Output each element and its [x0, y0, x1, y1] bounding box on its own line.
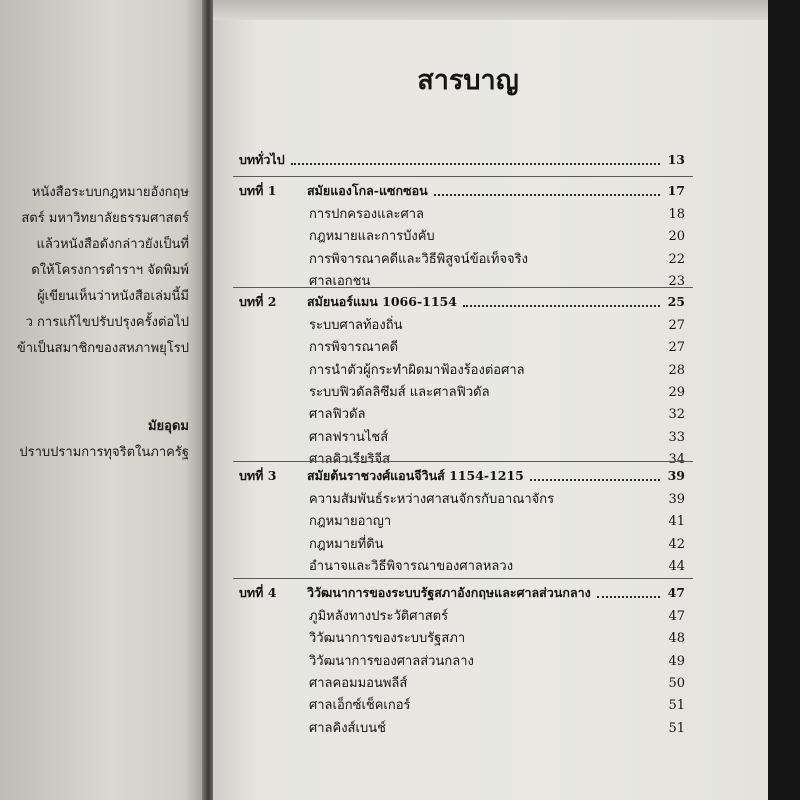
- section-title: วิวัฒนาการของระบบรัฐสภา: [309, 631, 466, 646]
- dot-leader: [530, 479, 660, 481]
- chapter-title: สมัยนอร์แมน 1066-1154: [307, 294, 457, 309]
- chapter-page-number: 47: [667, 585, 685, 600]
- section-page-number: 44: [668, 559, 685, 574]
- section-title: ศาลเอกชน: [309, 274, 371, 289]
- section-title: วิวัฒนาการของศาลส่วนกลาง: [309, 654, 474, 669]
- dot-leader: [463, 305, 660, 307]
- left-page-line: ปราบปรามการทุจริตในภาครัฐ: [19, 445, 189, 460]
- section-page-number: 49: [668, 654, 685, 669]
- left-page-line: สตร์ มหาวิทยาลัยธรรมศาสตร์: [21, 211, 189, 226]
- section-page-number: 27: [668, 340, 685, 355]
- toc-chapter-row: [239, 181, 685, 201]
- dot-leader: [434, 194, 660, 196]
- chapter-page-number: 17: [667, 183, 685, 198]
- toc-section-row: [309, 338, 685, 358]
- chapter-label: บทที่ 2: [239, 294, 277, 309]
- section-page-number: 42: [668, 537, 685, 552]
- chapter-divider: [233, 461, 693, 462]
- chapter-divider: [233, 176, 693, 177]
- section-page-number: 50: [668, 676, 685, 691]
- section-page-number: 39: [668, 492, 685, 507]
- section-page-number: 51: [668, 721, 685, 736]
- toc-section-row: [309, 674, 685, 694]
- left-page-line: แล้วหนังสือดังกล่าวยังเป็นที่: [36, 237, 189, 252]
- left-page-line: ผู้เขียนเห็นว่าหนังสือเล่มนี้มี: [37, 289, 189, 304]
- section-title: ศาลคิวเรียริจีส: [309, 452, 391, 467]
- toc-section-row: [309, 652, 685, 672]
- page-title: สารบาญ: [417, 65, 519, 96]
- chapter-page-number: 39: [667, 468, 685, 483]
- toc-section-row: [309, 405, 685, 425]
- toc-chapter-row: [239, 292, 685, 312]
- section-page-number: 48: [668, 631, 685, 646]
- chapter-label: บทที่ 4: [239, 585, 277, 600]
- section-title: อำนาจและวิธีพิจารณาของศาลหลวง: [309, 559, 514, 574]
- chapter-page-number: 25: [667, 294, 685, 309]
- right-page: [213, 0, 768, 800]
- toc-section-row: [309, 227, 685, 247]
- toc-section-row: [309, 719, 685, 739]
- section-title: ศาลฟิวดัล: [309, 407, 366, 422]
- section-title: การนำตัวผู้กระทำผิดมาฟ้องร้องต่อศาล: [309, 363, 525, 378]
- toc-section-row: [309, 490, 685, 510]
- toc-section-row: [309, 205, 685, 225]
- section-page-number: 51: [668, 698, 685, 713]
- section-title: กฎหมายและการบังคับ: [309, 229, 435, 244]
- toc-section-row: [309, 557, 685, 577]
- left-page: [0, 0, 205, 800]
- toc-section-row: [309, 629, 685, 649]
- toc-chapter-row: [239, 466, 685, 486]
- section-page-number: 22: [668, 252, 685, 267]
- toc-chapter-row: [239, 150, 685, 170]
- dot-leader: [597, 596, 660, 598]
- section-title: การปกครองและศาล: [309, 207, 424, 222]
- chapter-label: บทที่ 1: [239, 183, 277, 198]
- toc-section-row: [309, 696, 685, 716]
- section-page-number: 28: [668, 363, 685, 378]
- section-title: ภูมิหลังทางประวัติศาสตร์: [309, 609, 449, 624]
- chapter-title: สมัยแองโกล-แซกซอน: [307, 183, 428, 198]
- section-page-number: 29: [668, 385, 685, 400]
- section-page-number: 47: [668, 609, 685, 624]
- section-title: ศาลคิงส์เบนช์: [309, 721, 386, 736]
- toc-section-row: [309, 535, 685, 555]
- section-title: ระบบฟิวดัลลิซึมส์ และศาลฟิวดัล: [309, 385, 490, 400]
- toc-section-row: [309, 512, 685, 532]
- section-page-number: 32: [668, 407, 685, 422]
- chapter-title: วิวัฒนาการของระบบรัฐสภาอังกฤษและศาลส่วนกลาง: [307, 585, 591, 600]
- toc-section-row: [309, 383, 685, 403]
- toc-section-row: [309, 361, 685, 381]
- section-title: กฎหมายที่ดิน: [309, 537, 384, 552]
- left-page-line: ดให้โครงการตำราฯ จัดพิมพ์: [31, 263, 189, 278]
- section-title: การพิจารณาคดีและวิธีพิสูจน์ข้อเท็จจริง: [309, 252, 528, 267]
- section-page-number: 41: [668, 514, 685, 529]
- chapter-divider: [233, 578, 693, 579]
- section-page-number: 34: [668, 452, 685, 467]
- section-page-number: 23: [668, 274, 685, 289]
- section-page-number: 33: [668, 430, 685, 445]
- toc-chapter-row: [239, 583, 685, 603]
- section-page-number: 18: [668, 207, 685, 222]
- section-title: ศาลคอมมอนพลีส์: [309, 676, 408, 691]
- table-of-contents: [213, 0, 768, 800]
- section-title: ระบบศาลท้องถิ่น: [309, 318, 403, 333]
- toc-section-row: [309, 607, 685, 627]
- toc-section-row: [309, 428, 685, 448]
- section-title: ศาลเอ็กซ์เช็คเกอร์: [309, 698, 411, 713]
- chapter-title: สมัยต้นราชวงศ์แอนจีวินส์ 1154-1215: [307, 468, 524, 483]
- toc-section-row: [309, 250, 685, 270]
- section-title: การพิจารณาคดี: [309, 340, 399, 355]
- left-page-line: หนังสือระบบกฎหมายอังกฤษ: [31, 185, 189, 200]
- section-page-number: 27: [668, 318, 685, 333]
- section-title: กฎหมายอาญา: [309, 514, 392, 529]
- section-page-number: 20: [668, 229, 685, 244]
- chapter-page-number: 13: [667, 152, 685, 167]
- left-page-line: ว การแก้ไขปรับปรุงครั้งต่อไป: [25, 315, 189, 330]
- section-title: ศาลฟรานไชส์: [309, 430, 389, 445]
- dot-leader: [291, 163, 660, 165]
- chapter-label: บททั่วไป: [239, 152, 285, 167]
- toc-section-row: [309, 272, 685, 292]
- left-page-line: ข้าเป็นสมาชิกของสหภาพยุโรป: [16, 341, 189, 356]
- chapter-label: บทที่ 3: [239, 468, 277, 483]
- section-title: ความสัมพันธ์ระหว่างศาสนจักรกับอาณาจักร: [309, 492, 555, 507]
- left-page-line: มัยอุดม: [147, 419, 189, 434]
- chapter-divider: [233, 287, 693, 288]
- toc-section-row: [309, 316, 685, 336]
